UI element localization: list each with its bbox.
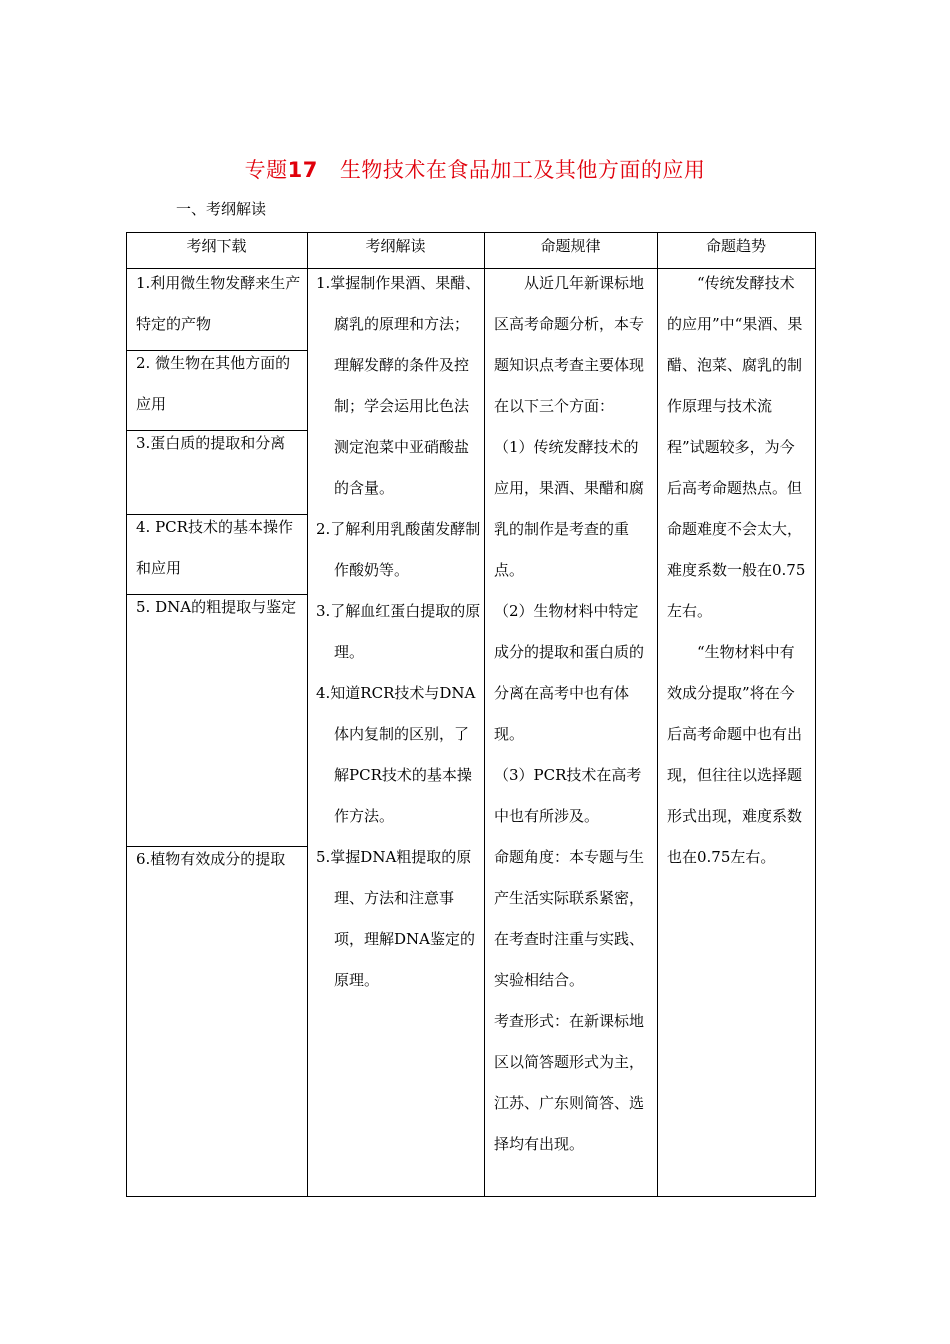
syllabus-table [126,232,816,1197]
header-syllabus-download: 考纲下载 [186,237,247,255]
page-title [0,154,950,184]
column-divider-2 [484,232,485,1197]
pattern-paragraph: （2）生物材料中特定成分的提取和蛋白质的分离在高考中也有体现。 [494,602,645,743]
interpretation-item: 5.掌握DNA粗提取的原理、方法和注意事项，理解DNA鉴定的原理。 [316,848,475,989]
interpretation-list [316,263,481,1001]
pattern-paragraph: 命题角度：本专题与生产生活实际联系紧密，在考查时注重与实践、实验相结合。 [494,848,645,989]
syllabus-item-4: 4. PCR技术的基本操作和应用 [136,518,293,577]
table-border-left [126,232,127,1197]
title-number: 17 [287,158,318,182]
interpretation-item: 3.了解血红蛋白提取的原理。 [316,602,481,661]
header-exam-trend: 命题趋势 [705,237,766,255]
pattern-paragraph: （3）PCR技术在高考中也有所涉及。 [494,766,642,825]
pattern-paragraph: 从近几年新课标地区高考命题分析，本专题知识点考查主要体现在以下三个方面： [494,274,645,415]
interpretation-item: 4.知道RCR技术与DNA体内复制的区别，了解PCR技术的基本操作方法。 [316,684,476,825]
interpretation-item: 1.掌握制作果酒、果醋、腐乳的原理和方法；理解发酵的条件及控制；学会运用比色法测定泡菜中亚硝酸盐的含量。 [316,274,481,497]
syllabus-item-5: 5. DNA的粗提取与鉴定 [136,598,297,616]
pattern-paragraph: （1）传统发酵技术的应用，果酒、果醋和腐乳的制作是考查的重点。 [494,438,645,579]
column-divider-1 [307,232,308,1197]
column-divider-3 [657,232,658,1197]
table-border-bottom [126,1196,816,1197]
header-syllabus-interpretation: 考纲解读 [365,237,426,255]
syllabus-item-3: 3.蛋白质的提取和分离 [136,434,286,452]
title-prefix: 专题 [244,158,288,182]
table-border-top [126,232,816,233]
pattern-paragraph: 考查形式：在新课标地区以简答题形式为主，江苏、广东则简答、选择均有出现。 [494,1012,645,1153]
exam-pattern-text [494,263,650,1165]
table-border-right [815,232,816,1197]
trend-paragraph: “生物材料中有效成分提取”将在今后高考命题中也有出现，但往往以选择题形式出现，难度系数也在0.75左右。 [667,643,803,866]
syllabus-item-2: 2. 微生物在其他方面的应用 [136,354,291,413]
syllabus-item-6: 6.植物有效成分的提取 [136,850,286,868]
title-text: 生物技术在食品加工及其他方面的应用 [339,158,706,182]
section-heading: 一、考纲解读 [176,200,267,218]
trend-paragraph: “传统发酵技术的应用”中“果酒、果醋、泡菜、腐乳的制作原理与技术流程”试题较多，为今后高考命题热点。但命题难度不会太大，难度系数一般在0.75左右。 [667,274,806,620]
syllabus-item-1: 1.利用微生物发酵来生产特定的产物 [136,274,301,333]
interpretation-item: 2.了解利用乳酸菌发酵制作酸奶等。 [316,520,481,579]
exam-trend-text [667,263,807,878]
header-exam-pattern: 命题规律 [540,237,601,255]
